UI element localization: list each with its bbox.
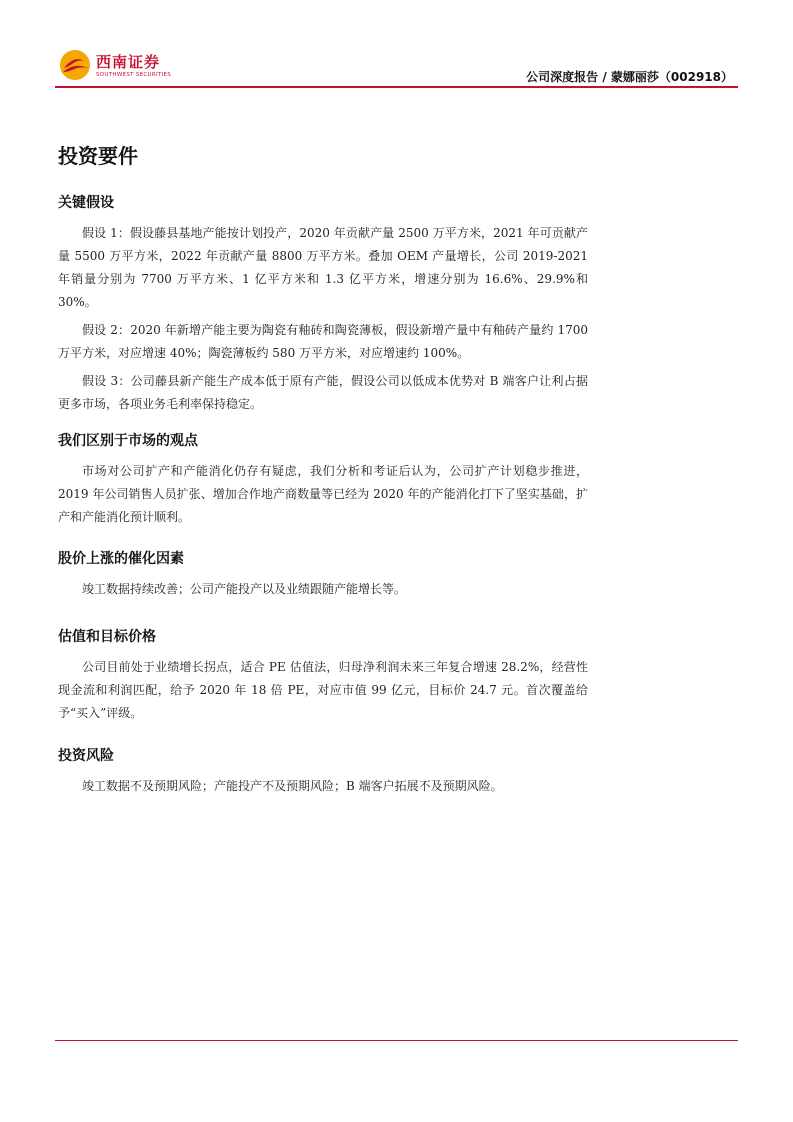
paragraph: 假设 2：2020 年新增产能主要为陶瓷有釉砖和陶瓷薄板，假设新增产量中有釉砖产量约 1700 万平方米，对应增速 40%；陶瓷薄板约 580 万平方米，对应增速约 100%。 bbox=[58, 323, 588, 360]
section-investment-risks bbox=[58, 745, 588, 803]
section-key-assumptions bbox=[58, 192, 588, 421]
page-title: 投资要件 bbox=[58, 144, 138, 168]
logo-english-name: SOUTHWEST SECURITIES bbox=[96, 71, 172, 78]
section-catalysts bbox=[58, 548, 588, 606]
company-logo bbox=[58, 48, 171, 82]
section-title: 股价上涨的催化因素 bbox=[58, 551, 184, 567]
section-title: 投资风险 bbox=[58, 748, 114, 764]
footer-divider bbox=[55, 1040, 738, 1041]
section-title: 我们区别于市场的观点 bbox=[58, 433, 198, 449]
section-title: 关键假设 bbox=[58, 195, 114, 211]
paragraph: 公司目前处于业绩增长拐点，适合 PE 估值法，归母净利润未来三年复合增速 28.2%，经营性现金流和利润匹配，给予 2020 年 18 倍 PE，对应市值 99 亿元，目标价 24.7 元。首次覆盖给予“买入”评级。 bbox=[58, 660, 588, 720]
header-divider bbox=[55, 86, 738, 88]
logo-emblem-icon bbox=[58, 48, 92, 82]
section-title: 估值和目标价格 bbox=[58, 629, 156, 645]
section-differentiated-view bbox=[58, 430, 588, 534]
paragraph: 竣工数据不及预期风险；产能投产不及预期风险；B 端客户拓展不及预期风险。 bbox=[82, 779, 503, 793]
paragraph: 假设 1：假设藤县基地产能按计划投产，2020 年贡献产量 2500 万平方米，2021 年可贡献产量 5500 万平方米，2022 年贡献产量 8800 万平方米。叠加 OEM 产量增长，公司 2019-2021 年销量分别为 7700 万平方米、1 亿平方米和 1.3 亿平方米，增速分别为 16.6%、29.9%和 30%。 bbox=[58, 226, 588, 309]
logo-chinese-name: 西南证券 bbox=[96, 52, 161, 71]
paragraph: 市场对公司扩产和产能消化仍存有疑虑，我们分析和考证后认为，公司扩产计划稳步推进，2019 年公司销售人员扩张、增加合作地产商数量等已经为 2020 年的产能消化打下了坚实基础，扩产和产能消化预计顺利。 bbox=[58, 464, 588, 524]
section-valuation-target bbox=[58, 626, 588, 730]
report-header-title: 公司深度报告 / 蒙娜丽莎（002918） bbox=[526, 70, 733, 84]
paragraph: 竣工数据持续改善；公司产能投产以及业绩跟随产能增长等。 bbox=[82, 582, 407, 596]
paragraph: 假设 3：公司藤县新产能生产成本低于原有产能，假设公司以低成本优势对 B 端客户让利占据更多市场，各项业务毛利率保持稳定。 bbox=[58, 374, 588, 411]
